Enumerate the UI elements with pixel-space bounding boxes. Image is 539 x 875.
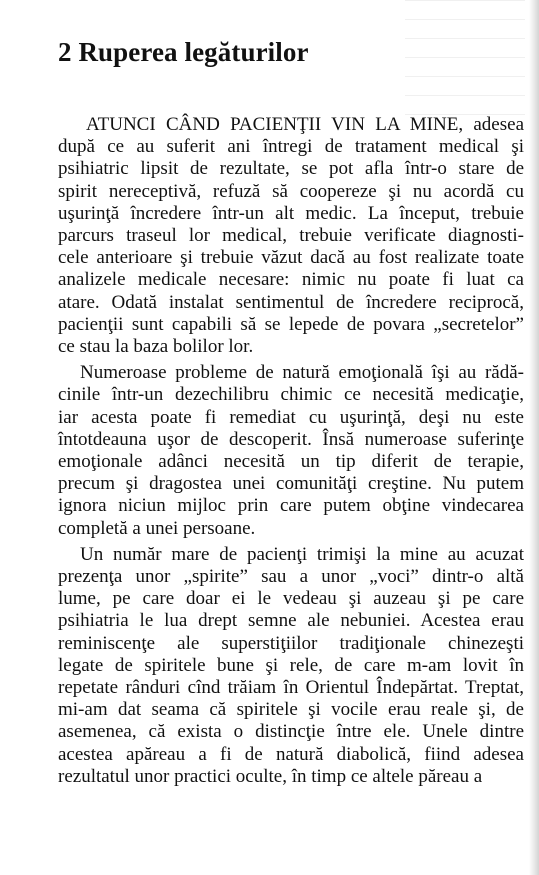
text-line: rezultatul unor practici oculte, în timp ce altele păreau a xyxy=(58,765,483,787)
text-line: Un număr mare de pacienţi trimişi la mine au acuzat xyxy=(80,543,524,565)
text-line: ce stau la baza bolilor lor. xyxy=(58,336,254,358)
text-line: precum şi dragostea unei comunităţi creştine. Nu putem xyxy=(58,473,524,495)
text-line: asemenea, că exista o distincţie între ele. Unele dintre xyxy=(58,721,524,743)
paragraph xyxy=(58,362,524,540)
body-text xyxy=(58,114,524,788)
text-line: cinile într-un dezechilibru chimic ce necesită medicaţie, xyxy=(58,384,524,406)
text-line: prezenţa unor „spirite” sau a unor „voci” dintr-o altă xyxy=(58,566,524,588)
text-line: Numeroase probleme de natură emoţională îşi au rădă- xyxy=(80,362,524,384)
text-line: întotdeauna uşor de descoperit. Însă numeroase suferinţe xyxy=(58,428,524,450)
text-line: iar acesta poate fi remediat cu uşurinţă, deşi nu este xyxy=(58,406,524,428)
text-line: psihiatria le lua drept semne ale nebuniei. Acestea erau xyxy=(58,610,524,632)
text-line: legate de spiritele bune şi rele, de care m-am lovit în xyxy=(58,654,524,676)
text-line: parcurs traseul lor medical, trebuie verificate diagnosti- xyxy=(58,225,524,247)
text-line: completă a unei persoane. xyxy=(58,517,256,539)
page-edge-shadow xyxy=(529,0,539,875)
text-line: atare. Odată instalat sentimentul de încredere reciprocă, xyxy=(58,291,524,313)
text-line: mi-am dat seama că spiritele şi vocile erau reale şi, de xyxy=(58,699,524,721)
text-line: după ce au suferit ani întregi de tratament medical şi xyxy=(58,136,524,158)
chapter-heading: 2 Ruperea legăturilor xyxy=(58,37,309,67)
text-line: ATUNCI CÂND PACIENŢII VIN LA MINE, adesea xyxy=(86,114,524,135)
text-line: acestea apăreau a fi de natură diabolică, fiind adesea xyxy=(58,743,524,765)
text-line: uşurinţă încredere într-un alt medic. La început, trebuie xyxy=(58,202,524,224)
bleed-through-texture xyxy=(405,0,525,120)
paragraph xyxy=(58,114,524,358)
text-line: cele anterioare şi trebuie văzut dacă au fost realizate toate xyxy=(58,247,524,269)
text-line: lume, pe care doar ei le vedeau şi auzeau şi pe care xyxy=(58,588,524,610)
text-line: repetate rânduri cînd trăiam în Orientul Îndepărtat. Treptat, xyxy=(58,677,524,699)
text-line: pacienţii sunt capabili să se lepede de povara „secretelor” xyxy=(58,313,524,335)
text-line: emoţionale adânci necesită un tip diferit de terapie, xyxy=(58,451,524,473)
text-line: ignora niciun mijloc prin care putem obţine vindecarea xyxy=(58,495,524,517)
text-line: spirit nereceptivă, refuză să coopereze şi nu acordă cu xyxy=(58,180,524,202)
paragraph xyxy=(58,544,524,788)
text-line: analizele medicale necesare: nimic nu poate fi luat ca xyxy=(58,269,524,291)
text-line: reminiscenţe ale superstiţiilor tradiţionale chinezeşti xyxy=(58,632,524,654)
text-line: psihiatric lipsit de rezultate, se pot afla într-o stare de xyxy=(58,158,524,180)
